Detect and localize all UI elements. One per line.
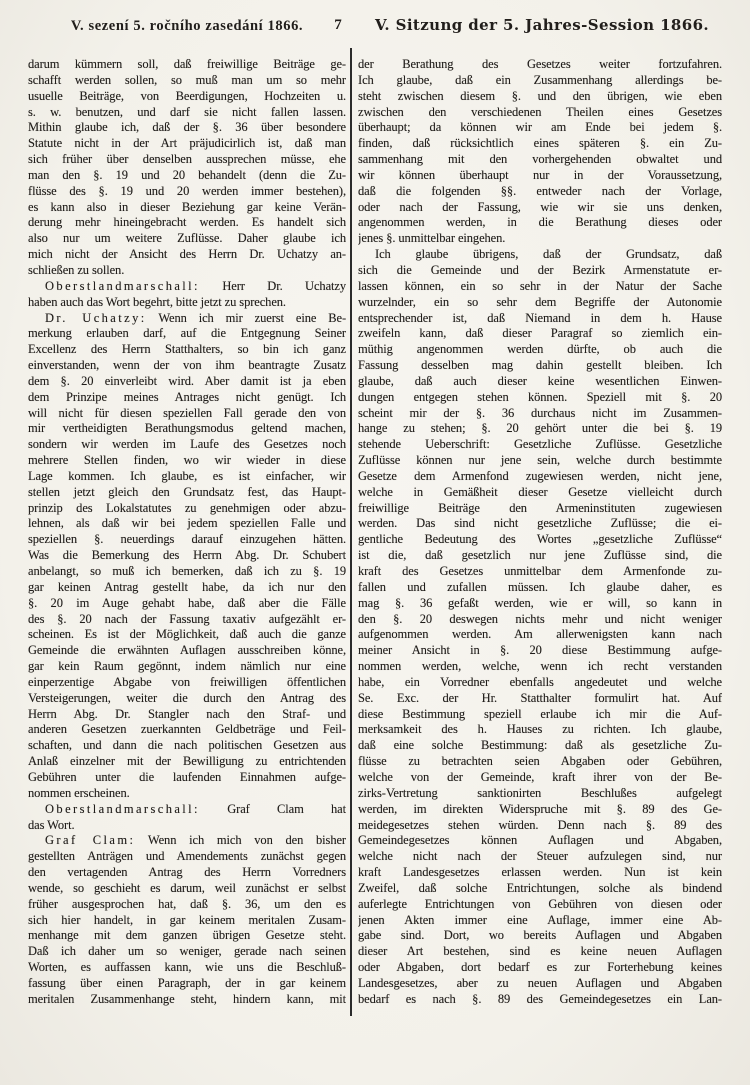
speech-text: Wenn ich mich von den bisher [135,833,346,848]
text-line: flüsse des §. 19 und 20 werden immer bestehen), [28,183,346,198]
text-line: stellen jetzt gleich den Grundsatz fest, das Haupt- [28,484,346,499]
text-line: speziellen §. neuerdings darauf einzugehen hätten. [28,532,346,547]
text-line: sondern wir werden im Laufe des Gesetzes noch [28,437,346,452]
speaker-name: Oberstlandmarschall: [45,278,200,293]
text-line: Excellenz des Herrn Statthalters, so bin ich ganz [28,342,346,357]
text-line: derung mehr hineingebracht werden. Es handelt sich [28,215,346,230]
text-line: Gesetze dem Armenfond zugewiesen werden, nicht jene, [358,468,722,483]
text-line: man den §. 19 und 20 behandelt (denn die Zu- [28,167,346,182]
text-line: darum kümmern soll, daß freiwillige Beiträge ge- [28,57,346,71]
text-line: glaube, daß auch dieser keine wesentlichen Einwen- [358,373,722,388]
paragraph [358,57,722,247]
text-line: Gemeinde die erwähnten Auflagen ausschreiben könne, [28,643,346,658]
text-line: scheinen. Es ist der Möglichkeit, daß auch die ganze [28,627,346,642]
text-line: s. w. benutzen, und darf sie nicht fallen lassen. [28,104,346,119]
text-line: will nicht für diesen speziellen Fall gerade den von [28,405,346,420]
text-line: müthig angenommen werden dürfte, ob auch die [358,342,722,357]
speech-text: Graf Clam hat [199,801,346,816]
text-line: gestellten Anträgen und Amendements zunächst gegen [28,849,346,864]
text-line: entsprechender ist, daß Niemand in dem h. Hause [358,310,722,325]
text-line: Statute nicht in der Art präjudicirlich ist, daß man [28,136,346,151]
text-line: Zuflüsse können nur jene sein, welche durch bestimmte [358,453,722,468]
text-line: wir können überhaupt nur in der Voraussetzung, [358,167,722,182]
text-line: Gemeindegesetzes können Auflagen und Abgaben, [358,833,722,848]
speech-text: Herr Dr. Uchatzy [199,278,346,293]
text-line: nommen erscheinen. [28,785,130,800]
paragraph [358,247,722,1008]
text-line: zirks-Vertretung sanktionirten Beschlußes aufgelegt [358,785,722,800]
header-title-german: V. Sitzung der 5. Jahres-Session 1866. [374,16,710,34]
text-line: meritalen Zusammenhange steht, hindern kann, mit [28,991,346,1006]
page-number: 7 [334,17,342,33]
text-line [28,279,346,295]
text-line: einperzentige Abgabe von freiwilligen öffentlichen [28,674,346,689]
text-line: lehnen, als daß wir bei jedem speziellen Falle und [28,516,346,531]
text-line: mir vertheidigten Berathungsmodus geltend machen, [28,421,346,436]
text-line: mich nicht der Ansicht des Herrn Dr. Uchatzy an- [28,247,346,262]
text-line: Landesgesetzes, aber zu neuen Auflagen und Abgaben [358,975,722,990]
text-line: habe, ein Vorredner ebenfalls angedeutet und welche [358,674,722,689]
text-line: welche nicht nach der Steuer aufzulegen sind, nur [358,849,722,864]
text-line: angenommen werden, in die Berathung dieses oder [358,215,722,230]
text-line: dungen entgegen stehen können. Speziell mit §. 20 [358,389,722,404]
paragraph [28,279,346,311]
text-line: nommen werden, welche, wenn ich recht verstanden [358,659,722,674]
paragraph [28,57,346,279]
text-line: welche von der Gemeinde, kraft ihrer von der Be- [358,769,722,784]
text-line: Daß ich daher um so weniger, gerade nach seinen [28,944,346,959]
text-line: menhange mit dem ganzen übrigen Gesetze steht. [28,928,346,943]
text-line: schafft werden sollen, so muß man um so mehr [28,72,346,87]
text-line: merksamkeit des h. Hauses zu richten. Ich glaube, [358,722,722,737]
text-line: Gebühren unter die laufenden Einnahmen aufge- [28,769,346,784]
text-line: Fassung desselben mag dahin gestellt bleiben. Ich [358,358,722,373]
text-line: zwischen den verschiedenen Theilen eines Gesetzes [358,104,722,119]
text-line: steht zwischen diesem §. und den übrigen, wie eben [358,88,722,103]
text-line: wurzelnder, ein so sehr dem Begriffe der Autonomie [358,294,722,309]
text-line: aufgenommen werden. Am allerwenigsten kann nach [358,627,722,642]
text-line: oder nach der Fassung, wie wir sie uns denken, [358,199,722,214]
text-line: freiwillige Beiträge den Armeninstituten zugewiesen [358,500,722,515]
text-line: lassen können, ein so sehr in der Natur der Sache [358,278,722,293]
text-line: finden, daß rücksichtlich eines späteren §. ein Zu- [358,136,722,151]
text-line: fallen und zufallen müssen. Ich glaube daher, es [358,579,722,594]
text-line: haben auch das Wort begehrt, bitte jetzt zu sprechen. [28,294,286,309]
text-line: dem §. 20 einverleibt wird. Aber damit ist ja eben [28,373,346,388]
text-line: dem Prinzipe meines Antrages nicht genügt. Ich [28,389,346,404]
text-line: jenen Akten immer eine Auflage, immer eine Ab- [358,912,722,927]
text-line: sich hier handelt, in gar keinem meritalen Zusam- [28,912,346,927]
text-line: Ich glaube übrigens, daß der Grundsatz, daß [375,247,722,262]
text-line: oder Abgaben, dort bedarf es zur Forterhebung keines [358,960,722,975]
text-line: gar kein Raum gegönnt, indem nämlich nur eine [28,659,346,674]
text-line: Zweifel, daß solche Entrichtungen, solche als bindend [358,880,722,895]
text-line: den vertagenden Antrag des Herrn Vorredners [28,865,346,880]
text-line: kraft Landesgesetzes erlassen werden. Nun ist kein [358,865,722,880]
text-line: früher ausgesprochen hat, daß §. 36, um den es [28,896,346,911]
text-line: schaften, und dann die nach politischen Gesetzen aus [28,738,346,753]
text-line [28,311,346,327]
speaker-name: Graf Clam: [45,833,136,848]
text-line: gabe sind. Dort, wo bereits Auflagen und Abgaben [358,928,722,943]
text-line: Ich glaube, daß ein Zusammenhang allerdings be- [358,72,722,87]
text-line: des §. 20 nach der Fassung taxativ aufgezählt er- [28,611,346,626]
text-line: überhaupt; da können wir am Ende bei jedem §. [358,120,722,135]
text-line: stehende Ueberschrift: Gesetzliche Zuflüsse. Gesetzliche [358,437,722,452]
text-line: anderen Gesetzen zuerkannten Geldbeträge und Feil- [28,722,346,737]
column-divider-rule [350,48,352,1016]
text-line: Mithin glaube ich, daß der §. 36 über besondere [28,120,346,135]
text-line: mag §. 36 gefaßt werden, wie er will, so kann in [358,595,722,610]
text-line: prinzip des Lokalstatutes zu genehmigen oder abzu- [28,500,346,515]
text-line: werden. Das sind nicht gesetzliche Zuflüsse; die ei- [358,516,722,531]
text-line [28,833,346,849]
text-line: das Wort. [28,817,75,832]
text-line: Lage kommen. Ich glaube, es ist einfacher, wir [28,468,346,483]
text-line: flüsse zu betrachten seien Abgaben oder Gebühren, [358,754,722,769]
text-line: sammenhang mit den vorhergehenden obwaltet und [358,152,722,167]
text-line: werden, im direkten Widerspruche mit §. 89 des Ge- [358,801,722,816]
text-line: jenes §. unmittelbar eingehen. [358,231,506,246]
speech-text: Wenn ich mir zuerst eine Be- [146,310,346,325]
speaker-name: Dr. Uchatzy: [45,310,147,325]
text-line: Anlaß einzelner mit der Bewilligung zu entrichtenden [28,754,346,769]
text-line: schließen zu sollen. [28,262,125,277]
text-line: zweifeln kann, daß dieser Paragraf so ziemlich ein- [358,326,722,341]
text-line: daß eine solche Bestimmung: daß als gesetzliche Zu- [358,738,722,753]
speaker-name: Oberstlandmarschall: [45,801,200,816]
text-line: einverstanden, wenn der von ihm beantragte Zusatz [28,358,346,373]
text-line: diese Bestimmung speziell erlaube ich mir die Auf- [358,706,722,721]
paragraph [28,802,346,834]
text-line: gentliche Bedeutung des Wortes „gesetzliche Zuflüsse“ [358,532,722,547]
text-line: fassung über einen Paragraph, der in gar keinem [28,975,346,990]
text-line: meidegesetzes stehen würden. Denn nach §. 89 des [358,817,722,832]
text-line: wende, so geschieht es darum, weil zunächst er selbst [28,880,346,895]
paragraph [28,311,346,802]
text-line: bedarf es nach §. 89 des Gemeindegesetzes ein Lan- [358,991,722,1006]
text-line: also nur um weitere Zuflüsse. Daher glaube ich [28,231,346,246]
text-line: merkung erlauben darf, auf die Entgegnung Seiner [28,326,346,341]
text-line: hange zu stehen; §. 20 gehört unter die bei §. 19 [358,421,722,436]
text-line: ist die, daß gesetzlich nur jene Zuflüsse sind, die [358,548,722,563]
text-line: §. 20 im Auge gehabt habe, daß aber die Fälle [28,595,346,610]
text-line [28,802,346,818]
text-line: daß die folgenden §§. entweder nach der Vorlage, [358,183,722,198]
text-line: es kann also in dieser Beziehung gar keine Verän- [28,199,346,214]
text-line: auferlegte Entrichtungen von Gebühren von diesen oder [358,896,722,911]
text-line: kraft des Gesetzes unmittelbar dem Armenfonde zu- [358,564,722,578]
text-line: anbelangt, so muß ich bemerken, daß ich zu §. 19 [28,564,346,578]
text-line: Se. Exc. der Hr. Statthalter formulirt hat. Auf [358,690,722,705]
text-line: meiner Ansicht in §. 20 diese Bestimmung aufge- [358,643,722,658]
text-line: mehrere Stellen finden, wo wir wieder in diese [28,453,346,468]
text-column-right [358,57,722,1008]
text-line: welche in Gemäßheit dieser Gesetze vielleicht durch [358,484,722,499]
header-title-czech: V. sezení 5. ročního zasedání 1866. [70,18,304,34]
text-line: Versteigerungen, weiter die durch den Antrag des [28,690,346,705]
text-line: gar keinen Antrag gestellt habe, da ich nur den [28,579,346,594]
text-line: Worten, es auffassen kann, wie uns die Beschluß- [28,960,346,975]
text-line: dieser Art bestehen, sind es keine neuen Auflagen [358,944,722,959]
text-line: Herrn Abg. Dr. Stangler nach den Straf- und [28,706,346,721]
paragraph [28,833,346,1007]
text-line: scheint mir der §. 36 durchaus nicht im Zusammen- [358,405,722,420]
text-line: Was die Bemerkung des Herrn Abg. Dr. Schubert [28,548,346,563]
text-line: der Berathung des Gesetzes weiter fortzufahren. [358,57,722,71]
text-line: sich früher über denselben aussprechen müsse, ehe [28,152,346,167]
text-line: den §. 20 deswegen nichts mehr und nicht weniger [358,611,722,626]
text-line: usuelle Beiträge, von Beerdigungen, Hochzeiten u. [28,88,346,103]
text-line: sich die Gemeinde und der Bezirk Armenstatute er- [358,262,722,277]
text-column-left [28,57,346,1008]
